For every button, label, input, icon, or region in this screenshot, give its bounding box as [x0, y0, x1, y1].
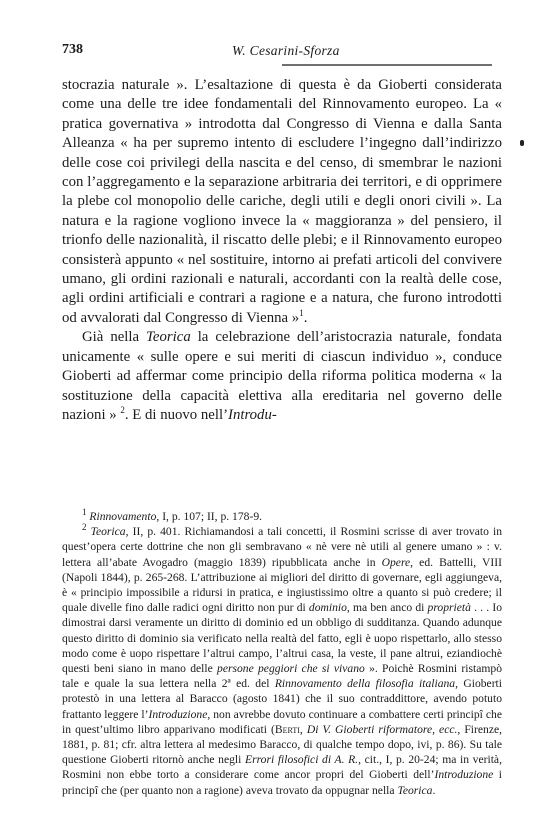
- paragraph-2-text-c: . E di nuovo nell’: [124, 406, 229, 423]
- footnote-2-text-d: . . . Io dimostrai darsi veramente un diritto di dominio ed un obbligo di sudditanza. Quando adunque questo diritto di dominio sia verificato nella realtà del fatto, egli è uopo rispettarlo, allo stesso modo come è uopo rispettare l’altrui campo, l’altrui casa, la veste, il pane altrui, eziandiochè questi beni siano in mano delle: [62, 601, 502, 676]
- footnote-2-text-k: i principî che (per quanto non a ragione) aveva trovato da oppugnar nella: [62, 768, 502, 797]
- footnote-ref-1[interactable]: 1: [299, 307, 304, 318]
- footnote-2: [62, 524, 502, 798]
- paragraph-2-italic-introdu: Introdu-: [228, 406, 277, 423]
- footnote-2-text-g: , non avrebbe dovuto continuare a combattere certi principî che in quest’ultimo libro apparivano modificati (: [62, 707, 503, 736]
- page-number: 738: [62, 42, 83, 57]
- footnote-2-italic-5: persone peggiori che si vivano: [217, 662, 365, 676]
- footnote-ref-2[interactable]: 2: [120, 404, 125, 415]
- footnote-2-text-l: .: [432, 783, 436, 797]
- footnote-1-mark: 1: [82, 507, 87, 518]
- footnote-2-mark: 2: [82, 522, 87, 533]
- page-header: [62, 42, 502, 64]
- footnotes: [62, 509, 502, 798]
- footnote-2-text-i: , Firenze, 1881, p. 81; cfr. altra lettera al medesimo Baracco, di qualche tempo dopo, ivi, p. 86). Su tale questione Gioberti ritornò anche negli: [62, 722, 503, 767]
- paragraph-2: [62, 328, 502, 425]
- paragraph-1: [62, 76, 502, 328]
- footnote-1-italic: Rinnovamento: [89, 510, 157, 523]
- footnote-2-italic-10: Introduzione: [434, 768, 494, 782]
- footnote-2-italic-7: Introduzione: [148, 707, 208, 721]
- paragraph-1-end: .: [303, 309, 308, 326]
- footnote-2-smallcaps: Berti: [274, 722, 300, 736]
- paragraph-1-text: stocrazia naturale ». L’esaltazione di questa è da Gioberti considerata come una delle tre idee fondamentali del Rinnovamento europeo. La « pratica governativa » introdotta dal Congresso di Vienna e dalla Santa Alleanza « ha per supremo intento di escludere l’ingegno dall’indirizzo delle cose coi privilegi della nascita e del censo, di smembrar le nazioni con l’aggregamento e la separazione arbitraria dei territori, e di opprimere la plebe col monopolio delle cariche, degli utili e degli onori civili ». La natura e la ragione vogliono invece la « maggioranza » del pensiero, il trionfo delle nazionalità, il riscatto delle plebi; e il Rinnovamento europeo consisterà appunto « nel sostituire, intorno ai prefati articoli del convivere umano, gli ordini razionali e naturali, accordanti con la realtà delle cose, agli ordini artificiali e contrari a ragione e a natura, che furono introdotti od avvalorati dal Congresso di Vienna »: [62, 77, 502, 326]
- footnote-2-italic-3: dominio: [308, 601, 347, 615]
- footnote-2-text-f: , Gioberti protestò in una lettera al Baracco (agosto 1841) che il suo contraddittore, avendo potuto frattanto leggere l’: [62, 677, 502, 721]
- footnote-2-italic-11: Teorica: [397, 783, 433, 797]
- running-head: W. Cesarini-Sforza: [232, 43, 340, 58]
- header-rule: [282, 64, 492, 66]
- footnote-2-italic-2: Opere: [381, 555, 411, 569]
- footnote-1: [62, 509, 502, 524]
- footnote-2-italic-4: proprietà: [427, 601, 471, 615]
- footnote-2-italic-1: Teorica: [90, 525, 126, 539]
- print-speck: [520, 140, 524, 146]
- paragraph-2-text-a: Già nella: [82, 329, 147, 346]
- footnote-2-text-b: , ed. Battelli, VIII (Napoli 1844), p. 265-268. L’attribuzione ai migliori del diritto di governare, egli aggiungeva, è « principio impossibile a ridursi in pratica, e ingiustissimo oltre a quanto si può credere; il quale divelle fino dalle radici ogni diritto non pur di: [62, 555, 502, 615]
- main-text: [62, 76, 502, 425]
- footnote-1-text: , I, p. 107; II, p. 178-9.: [156, 510, 263, 523]
- footnote-2-italic-9: Errori filosofici di A. R.: [245, 753, 359, 767]
- footnote-2-italic-6: Rinnovamento della filosofia italiana: [274, 677, 456, 691]
- footnote-2-text-a: , II, p. 401. Richiamandosi a tali concetti, il Rosmini scrisse di aver trovato in quest’opera certe dottrine che non gli sembravano « nè vere nè utili al genere umano » : v. lettera all’abate Avogadro (maggio 1839) ripubblicata anche in: [62, 525, 502, 569]
- footnote-2-text-e: ». Poichè Rosmini ristampò tale e quale la sua lettera nella 2ª ed. del: [62, 662, 502, 691]
- footnote-2-text-h: ,: [299, 722, 307, 736]
- footnote-2-italic-8: Di V. Gioberti riformatore, ecc.: [306, 722, 458, 736]
- footnote-2-text-c: , ma ben anco di: [346, 601, 428, 615]
- paragraph-2-text-b: la celebrazione dell’aristocrazia naturale, fondata unicamente « sulle opere e sui meriti di ciascun individuo », conduce Gioberti ad affermar come principio della riforma politica moderna « la sostituzione della capacità elettiva alla ereditaria nel governo delle nazioni »: [62, 329, 502, 423]
- footnote-2-text-j: , cit., I, p. 20-24; ma in verità, Rosmini non ebbe torto a considerare come ancor propri del Gioberti dell’: [62, 753, 502, 782]
- paragraph-2-italic-teorica: Teorica: [146, 329, 191, 346]
